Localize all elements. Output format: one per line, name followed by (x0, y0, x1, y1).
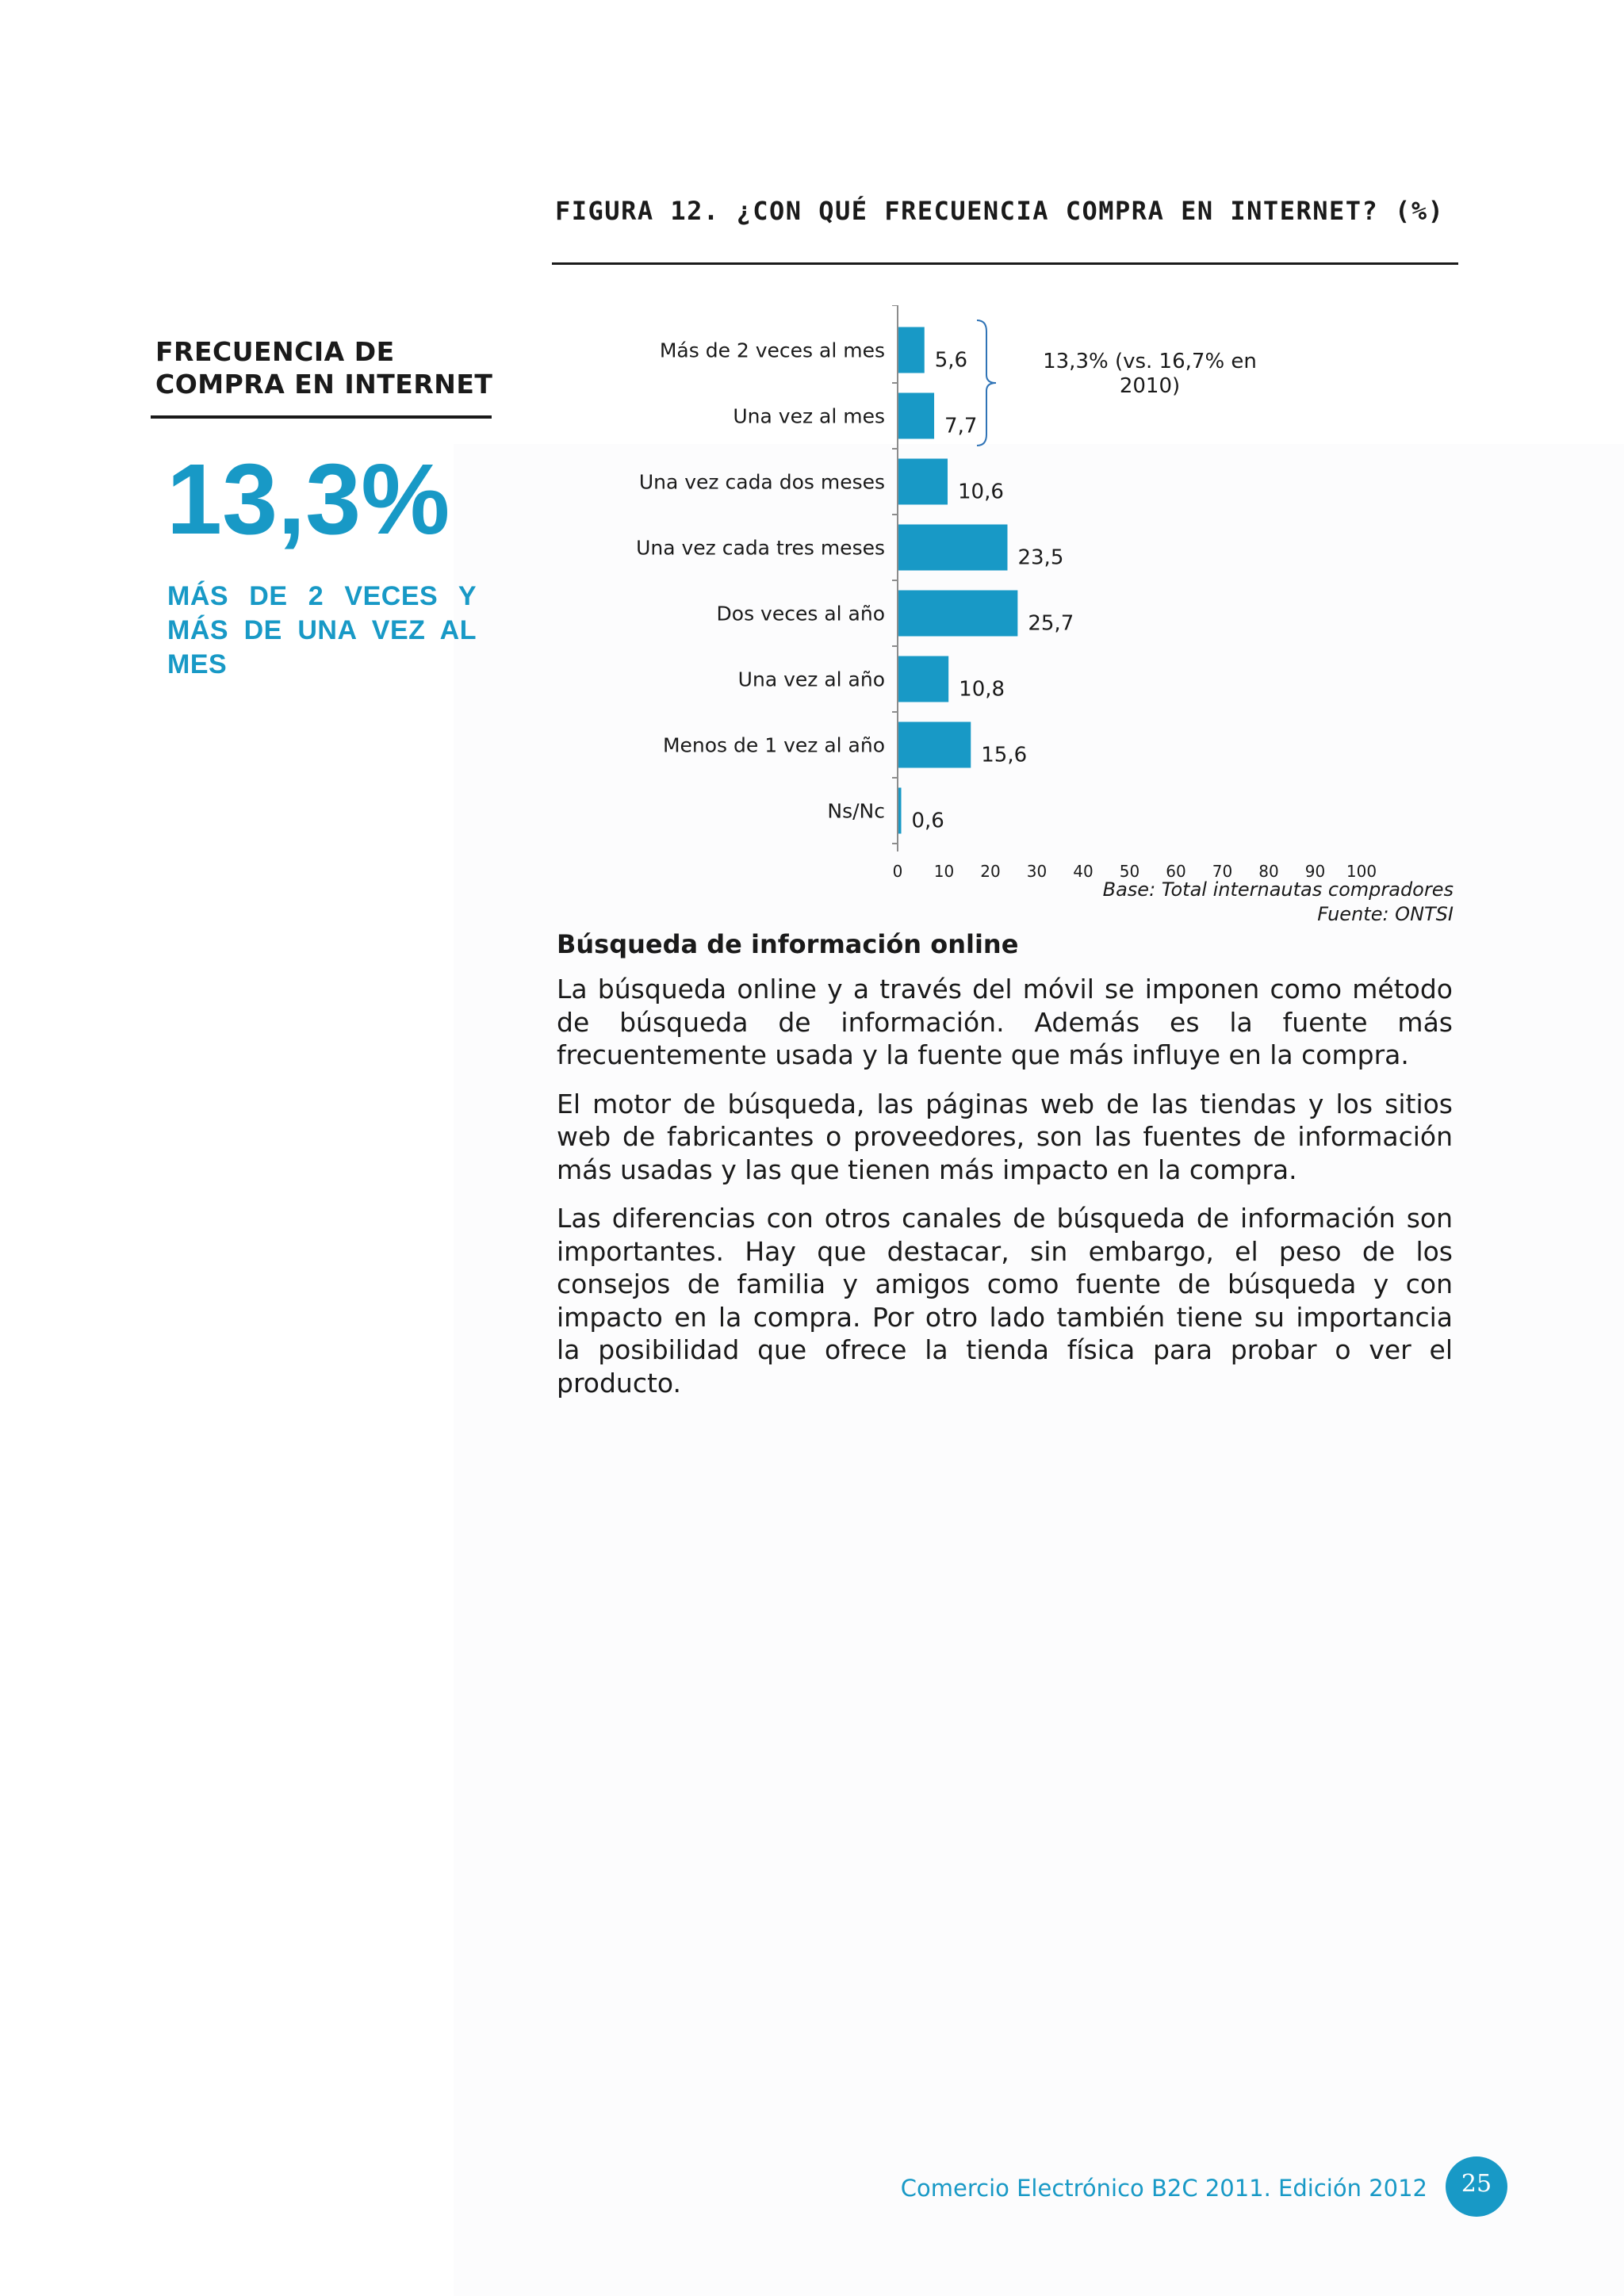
chart-bar (898, 327, 925, 373)
paragraph: El motor de búsqueda, las páginas web de las tiendas y los sitios web de fabricantes o proveedores, son las fuentes de información más usadas y las que tienen más impacto en la compra. (557, 1088, 1453, 1185)
sidebar-title: FRECUENCIA DE COMPRA EN INTERNET (155, 336, 493, 400)
figure-title: FIGURA 12. ¿CON QUÉ FRECUENCIA COMPRA EN INTERNET? (%) (555, 196, 1445, 226)
x-tick-label: 90 (1304, 862, 1326, 881)
category-label: Ns/Nc (827, 799, 885, 823)
data-label: 10,8 (959, 677, 1005, 702)
footer-publication-title: Comercio Electrónico B2C 2011. Edición 2012 (900, 2175, 1427, 2202)
data-label: 5,6 (934, 348, 968, 373)
annotation-text: 13,3% (vs. 16,7% en (1043, 350, 1257, 373)
annotation-text: 2010) (1119, 374, 1181, 398)
chart-bar (898, 459, 948, 505)
category-label: Dos veces al año (716, 602, 885, 626)
x-tick-label: 0 (892, 862, 903, 881)
sidebar-rule (151, 415, 492, 419)
chart-bar (898, 525, 1007, 571)
category-label: Menos de 1 vez al año (662, 733, 885, 757)
figure-title-rule (552, 262, 1458, 265)
x-tick-label: 30 (1026, 862, 1048, 881)
chart-base-note: Base: Total internautas compradores (1102, 878, 1454, 901)
x-tick-label: 60 (1166, 862, 1186, 881)
category-label: Una vez cada dos meses (638, 470, 885, 494)
data-label: 7,7 (944, 414, 978, 438)
chart-bar (898, 722, 971, 768)
data-label: 10,6 (958, 480, 1004, 504)
chart-bar (898, 393, 934, 439)
sidebar-highlight-value: 13,3% (167, 443, 450, 555)
paragraph: Las diferencias con otros canales de búsqueda de información son importantes. Hay que destacar, sin embargo, el peso de los consejos de familia y amigos como fuente de búsqueda y con impacto en la compra. Por otro lado también tiene su importancia la posibilidad que ofrece la tienda física para probar o ver el producto. (557, 1203, 1453, 1399)
x-tick-label: 40 (1073, 862, 1094, 881)
sidebar-subtitle: MÁS DE 2 VECES Y MÁS DE UNA VEZ AL MES (167, 581, 477, 679)
section-heading: Búsqueda de información online (557, 929, 1019, 959)
category-label: Una vez cada tres meses (636, 536, 885, 560)
data-label: 0,6 (911, 809, 944, 833)
page-number-badge: 25 (1446, 2156, 1507, 2217)
chart-bar (898, 656, 948, 702)
section-body (557, 973, 1453, 1415)
paragraph: La búsqueda online y a través del móvil se imponen como método de búsqueda de información. Además es la fuente más frecuentemente usada y la fuente que más influye en la compra. (557, 974, 1453, 1070)
data-label: 25,7 (1028, 611, 1074, 636)
x-tick-label: 20 (980, 862, 1001, 881)
bar-chart (555, 305, 1459, 884)
category-label: Una vez al mes (733, 404, 885, 428)
x-tick-label: 10 (933, 862, 955, 881)
x-tick-label: 80 (1258, 862, 1279, 881)
category-label: Más de 2 veces al mes (659, 339, 885, 362)
x-tick-label: 50 (1119, 862, 1140, 881)
group-bracket (977, 320, 996, 446)
data-label: 23,5 (1017, 545, 1064, 570)
chart-source-note: Fuente: ONTSI (1317, 903, 1454, 925)
data-label: 15,6 (981, 743, 1028, 767)
chart-bar (898, 788, 902, 834)
x-tick-label: 70 (1212, 862, 1233, 881)
x-tick-label: 100 (1346, 862, 1377, 881)
category-label: Una vez al año (737, 668, 885, 691)
chart-bar (898, 591, 1017, 637)
